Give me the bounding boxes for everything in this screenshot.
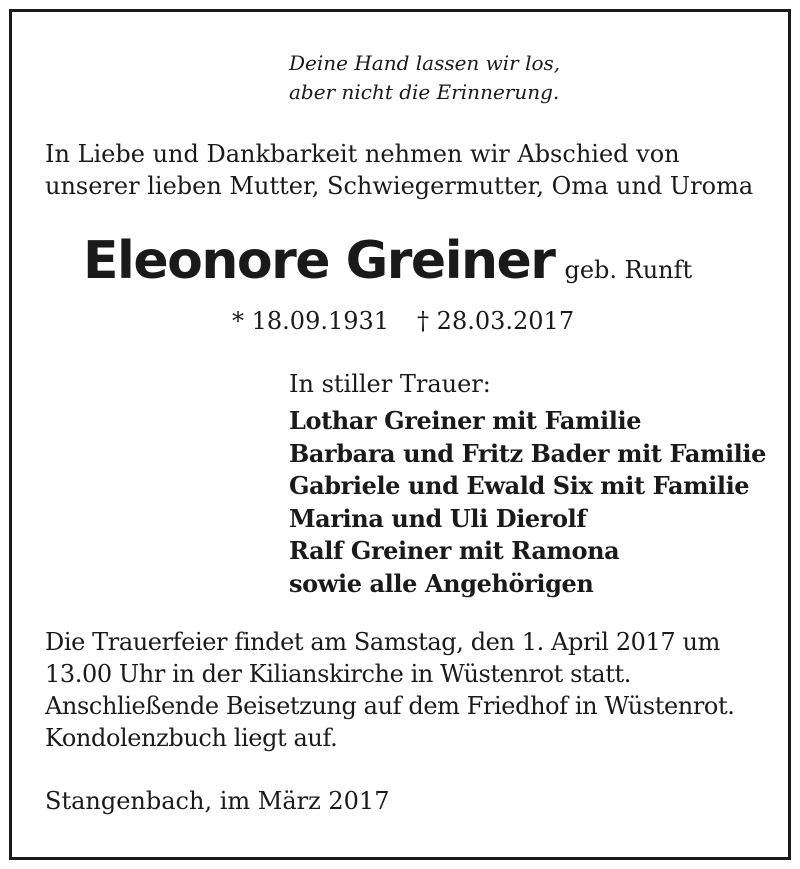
deceased-name: Eleonore Greiner bbox=[83, 231, 555, 291]
birth-date: * 18.09.1931 bbox=[232, 307, 390, 335]
service-line: 13.00 Uhr in der Kilianskirche in Wüstenrot statt. bbox=[45, 660, 631, 688]
funeral-service-info bbox=[45, 626, 734, 754]
intro-line: In Liebe und Dankbarkeit nehmen wir Abschied von bbox=[45, 140, 680, 168]
mourner-item: sowie alle Angehörigen bbox=[289, 568, 594, 598]
death-date: † 28.03.2017 bbox=[417, 307, 575, 335]
mourner-item: Ralf Greiner mit Ramona bbox=[289, 536, 620, 565]
maiden-name: geb. Runft bbox=[564, 256, 693, 284]
intro-line: unserer lieben Mutter, Schwiegermutter, Oma und Uroma bbox=[45, 172, 754, 200]
mourner-item: Marina und Uli Dierolf bbox=[289, 503, 587, 533]
deceased-name-row bbox=[83, 226, 692, 296]
mourner-item: Gabriele und Ewald Six mit Familie bbox=[289, 471, 750, 500]
service-line: Die Trauerfeier findet am Samstag, den 1. April 2017 um bbox=[45, 628, 720, 656]
place-and-date: Stangenbach, im März 2017 bbox=[45, 787, 390, 815]
motto-quote bbox=[289, 49, 560, 107]
mourning-label: In stiller Trauer: bbox=[289, 370, 491, 398]
mourner-item: Barbara und Fritz Bader mit Familie bbox=[289, 438, 766, 468]
service-line: Anschließende Beisetzung auf dem Friedhof in Wüstenrot. bbox=[45, 692, 735, 720]
life-dates bbox=[232, 304, 574, 338]
service-line: Kondolenzbuch liegt auf. bbox=[45, 724, 338, 752]
mourner-item: Lothar Greiner mit Familie bbox=[289, 406, 642, 435]
motto-line: aber nicht die Erinnerung. bbox=[289, 80, 560, 104]
intro-text bbox=[45, 138, 753, 202]
motto-line: Deine Hand lassen wir los, bbox=[289, 51, 561, 75]
mourners-list bbox=[289, 405, 766, 600]
